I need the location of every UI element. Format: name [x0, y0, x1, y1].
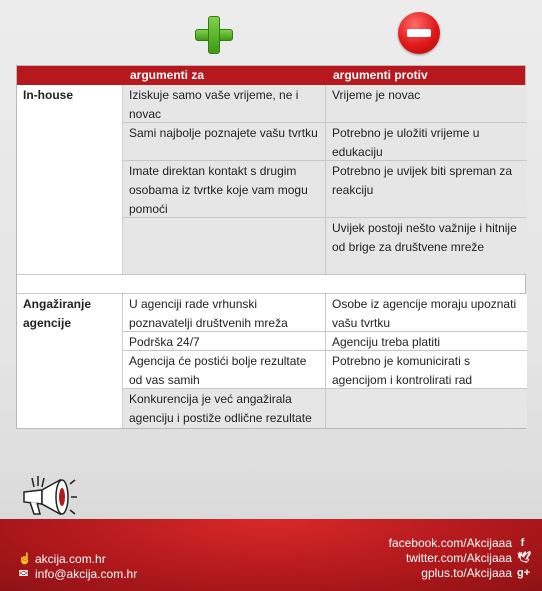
argument-for: Imate direktan kontakt s drugim osobama iz tvrtke koje vam mogu pomoći: [123, 161, 326, 217]
table-row: [123, 294, 527, 332]
group-label: In-house: [17, 85, 123, 274]
argument-for: Iziskuje samo vaše vrijeme, ne i novac: [123, 85, 326, 122]
table-row: [123, 389, 527, 428]
table-row: [123, 218, 527, 274]
group-label: Angažiranje agencije: [17, 294, 123, 428]
argument-against: Potrebno je uvijek biti spreman za reakciju: [326, 161, 527, 217]
google-plus-icon: g+: [517, 567, 531, 579]
argument-for: Konkurencija je već angažirala agenciju i postiže odlične rezultate: [123, 389, 326, 428]
pointer-hand-icon: ☝: [18, 553, 32, 565]
pros-cons-table: [16, 65, 526, 429]
email-link[interactable]: ✉ info@akcija.com.hr: [18, 567, 138, 581]
argument-against: Uvijek postoji nešto važnije i hitnije od brige za društvene mreže: [326, 218, 527, 274]
argument-for: Agencija će postići bolje rezultate od vas samih: [123, 351, 326, 388]
argument-against: Osobe iz agencije moraju upoznati vašu tvrtku: [326, 294, 527, 331]
argument-against: [326, 389, 527, 428]
table-row: [123, 123, 527, 161]
twitter-bird-icon: 🕊: [517, 552, 531, 564]
table-row: [123, 332, 527, 351]
gplus-link[interactable]: gplus.to/Akcijaaa g+: [421, 566, 531, 580]
column-header-against: argumenti protiv: [333, 68, 428, 82]
argument-against: Potrebno je komunicirati s agencijom i kontrolirati rad: [326, 351, 527, 388]
argument-for: [123, 218, 326, 274]
argument-against: Agenciju treba platiti: [326, 332, 527, 350]
argument-against: Vrijeme je novac: [326, 85, 527, 122]
facebook-link[interactable]: facebook.com/Akcijaaa f: [389, 536, 528, 551]
megaphone-icon: [20, 474, 78, 520]
minus-icon: [398, 12, 440, 54]
group-in-house: [17, 85, 525, 274]
argument-against: Potrebno je uložiti vrijeme u edukaciju: [326, 123, 527, 160]
group-agency: [17, 294, 525, 428]
table-row: [123, 351, 527, 389]
table-row: [123, 85, 527, 123]
website-link[interactable]: ☝ akcija.com.hr: [18, 552, 106, 566]
group-separator: [17, 274, 525, 294]
table-row: [123, 161, 527, 218]
plus-icon: [195, 16, 233, 54]
argument-for: Sami najbolje poznajete vašu tvrtku: [123, 123, 326, 160]
envelope-icon: ✉: [18, 568, 29, 580]
column-header-for: argumenti za: [130, 68, 205, 82]
facebook-icon: f: [520, 537, 525, 549]
argument-for: U agenciji rade vrhunski poznavatelji društvenih mreža: [123, 294, 326, 331]
twitter-link[interactable]: twitter.com/Akcijaaa 🕊: [405, 551, 531, 565]
argument-for: Podrška 24/7: [123, 332, 326, 350]
table-header: [17, 66, 525, 85]
footer: [0, 519, 542, 591]
